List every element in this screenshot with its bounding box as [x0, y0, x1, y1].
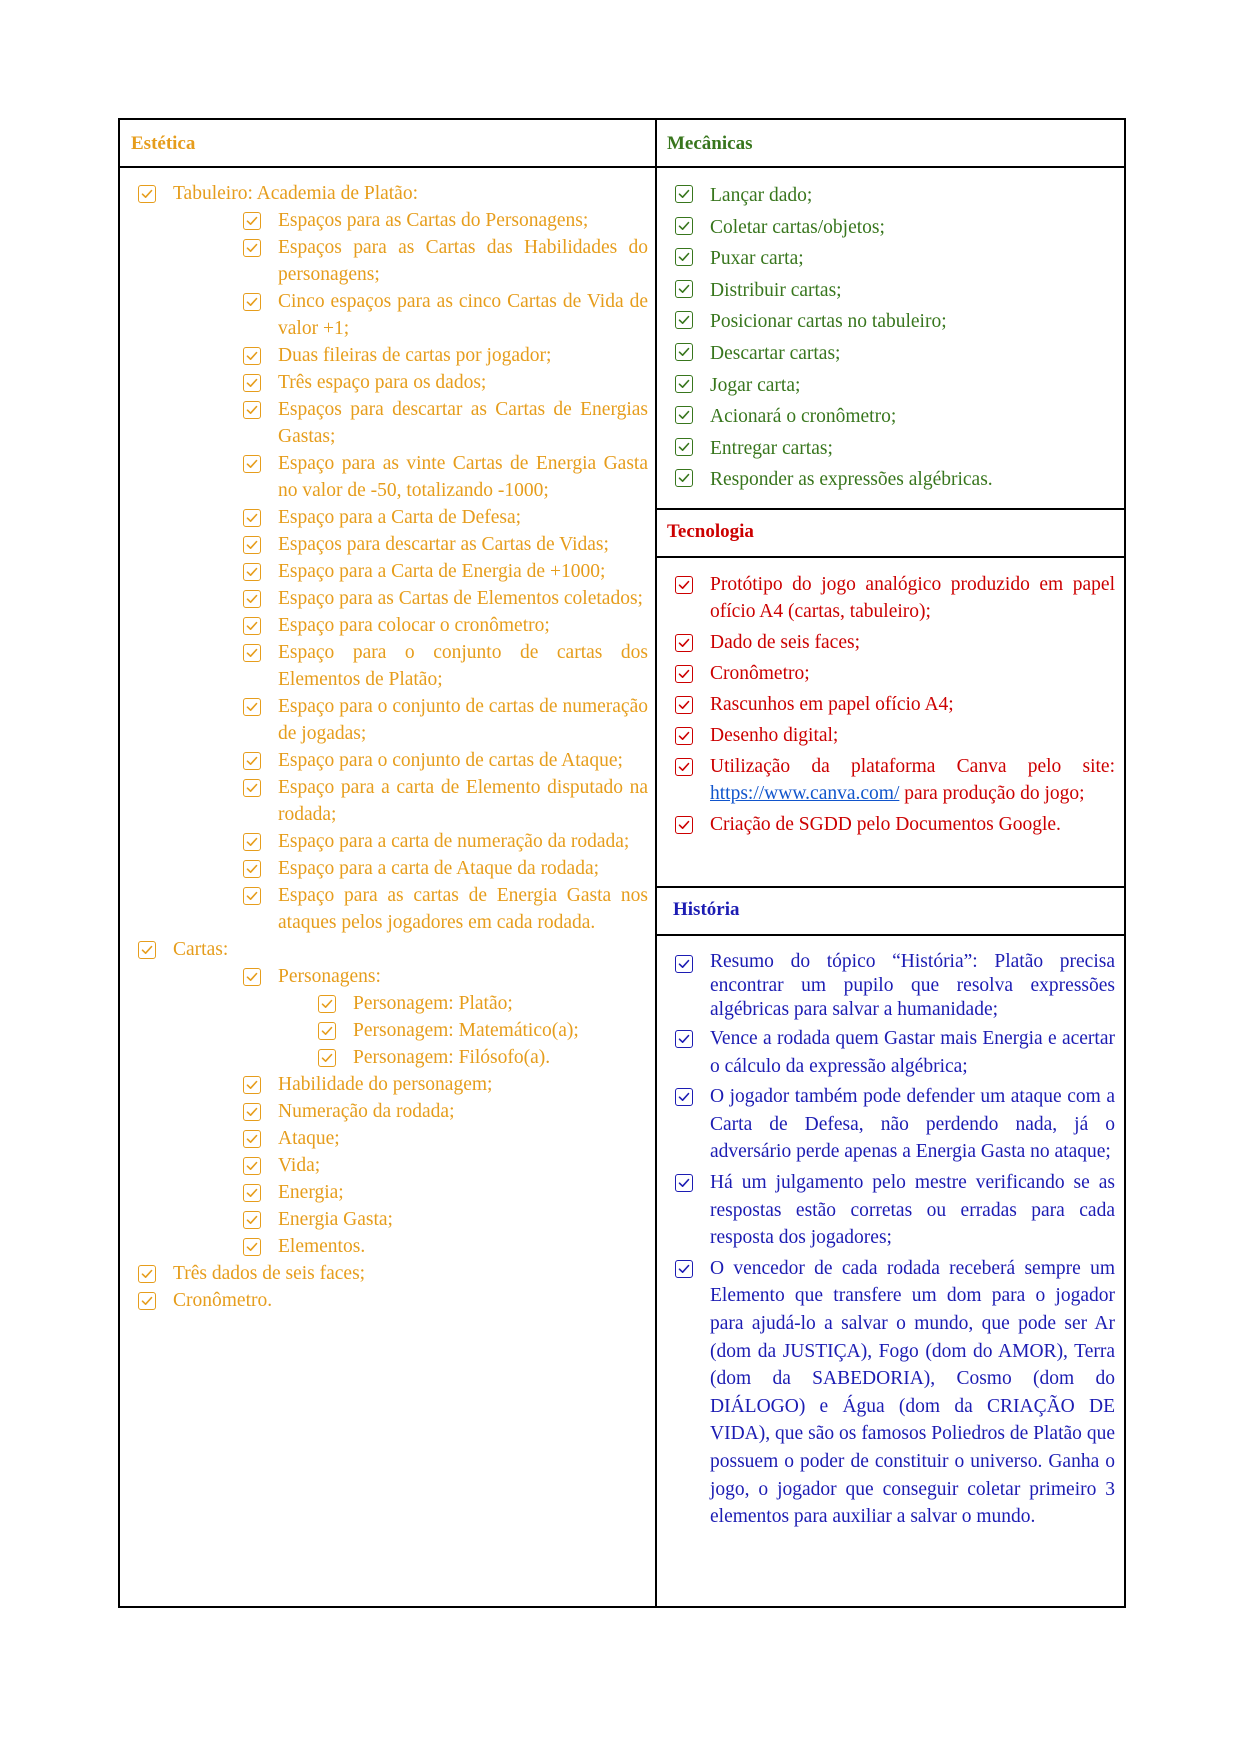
list-item [675, 433, 1115, 465]
checked-box-icon[interactable] [243, 860, 261, 878]
checked-box-icon[interactable] [675, 1260, 693, 1278]
checked-box-icon[interactable] [675, 955, 693, 973]
checked-box-icon[interactable] [138, 941, 156, 959]
checked-box-icon[interactable] [243, 1076, 261, 1094]
item-text: Energia Gasta; [278, 1209, 393, 1230]
item-text: Acionará o cronômetro; [710, 406, 897, 428]
tecnologia-list [675, 571, 1115, 838]
item-text: Criação de SGDD pelo Documentos Google. [710, 814, 1061, 835]
checked-box-icon[interactable] [243, 833, 261, 851]
list-item [675, 1025, 1115, 1080]
checked-box-icon[interactable] [318, 1022, 336, 1040]
list-item [138, 963, 648, 990]
list-item [138, 1179, 648, 1206]
checked-box-icon[interactable] [138, 1292, 156, 1310]
checked-box-icon[interactable] [675, 375, 693, 393]
item-text: Espaços para as Cartas do Personagens; [278, 210, 589, 231]
checked-box-icon[interactable] [675, 1088, 693, 1106]
list-item [138, 450, 648, 504]
checked-box-icon[interactable] [243, 1211, 261, 1229]
item-text: Personagens: [278, 966, 381, 987]
list-item [138, 612, 648, 639]
historia-list [675, 950, 1115, 1534]
item-text: Desenho digital; [710, 725, 839, 746]
item-text: Espaço para o conjunto de cartas dos Elementos de Platão; [278, 642, 648, 690]
list-item [675, 1255, 1115, 1531]
list-item [675, 370, 1115, 402]
list-item [138, 396, 648, 450]
list-item [675, 722, 1115, 749]
item-text: Responder as expressões algébricas. [710, 469, 993, 491]
checked-box-icon[interactable] [675, 576, 693, 594]
list-item [138, 531, 648, 558]
checked-box-icon[interactable] [675, 1174, 693, 1192]
item-text: Personagem: Matemático(a); [353, 1020, 579, 1041]
checked-box-icon[interactable] [243, 617, 261, 635]
item-text: Cronômetro. [173, 1290, 273, 1311]
checked-box-icon[interactable] [675, 343, 693, 361]
item-text: Habilidade do personagem; [278, 1074, 493, 1095]
item-text: Descartar cartas; [710, 342, 841, 364]
checked-box-icon[interactable] [243, 752, 261, 770]
item-text: Numeração da rodada; [278, 1101, 455, 1122]
list-item [675, 691, 1115, 718]
item-text: Jogar carta; [710, 374, 801, 396]
list-item [138, 288, 648, 342]
list-item [138, 207, 648, 234]
item-text: Duas fileiras de cartas por jogador; [278, 345, 552, 366]
list-item [675, 275, 1115, 307]
item-text: Cronômetro; [710, 663, 810, 684]
list-item [138, 1098, 648, 1125]
item-text: Espaço para a carta de numeração da rodada; [278, 831, 630, 852]
estetica-header-rule [120, 166, 656, 168]
mecanicas-header: Mecânicas [667, 133, 753, 154]
item-text: Três dados de seis faces; [173, 1263, 366, 1284]
list-item [138, 180, 648, 207]
checked-box-icon[interactable] [243, 509, 261, 527]
item-text: O jogador também pode defender um ataque com a Carta de Defesa, não perdendo nada, já o adversário perde apenas a Energia Gasta no ataque; [710, 1086, 1115, 1163]
canva-link[interactable]: https://www.canva.com/ [710, 783, 900, 804]
list-item [675, 180, 1115, 212]
list-item [138, 774, 648, 828]
item-text: Três espaço para os dados; [278, 372, 487, 393]
item-text: Espaço para as Cartas de Elementos coletados; [278, 588, 643, 609]
list-item [138, 558, 648, 585]
list-item [675, 660, 1115, 687]
tecnologia-header-rule [656, 556, 1126, 558]
checked-box-icon[interactable] [243, 1130, 261, 1148]
list-item [138, 639, 648, 693]
checked-box-icon[interactable] [243, 644, 261, 662]
checked-box-icon[interactable] [675, 696, 693, 714]
list-item [138, 882, 648, 936]
checked-box-icon[interactable] [243, 563, 261, 581]
list-item [138, 369, 648, 396]
checked-box-icon[interactable] [243, 887, 261, 905]
checked-box-icon[interactable] [675, 185, 693, 203]
list-item [138, 747, 648, 774]
checked-box-icon[interactable] [675, 311, 693, 329]
list-item [675, 753, 1115, 807]
item-text: Espaço para o conjunto de cartas de numeração de jogadas; [278, 696, 648, 744]
checked-box-icon[interactable] [243, 401, 261, 419]
checked-box-icon[interactable] [675, 406, 693, 424]
list-item [138, 504, 648, 531]
checked-box-icon[interactable] [243, 1184, 261, 1202]
item-text [710, 753, 1115, 807]
checked-box-icon[interactable] [675, 634, 693, 652]
checked-box-icon[interactable] [675, 438, 693, 456]
item-text: Puxar carta; [710, 248, 804, 270]
item-text: Dado de seis faces; [710, 632, 860, 653]
item-text: Cinco espaços para as cinco Cartas de Vida de valor +1; [278, 291, 648, 339]
list-item [138, 1206, 648, 1233]
checked-box-icon[interactable] [243, 239, 261, 257]
list-item [675, 464, 1115, 496]
list-item [138, 1125, 648, 1152]
list-item [138, 585, 648, 612]
item-text: Cartas: [173, 939, 229, 960]
historia-header-rule [656, 934, 1126, 936]
list-item [675, 401, 1115, 433]
mecanicas-list [675, 180, 1115, 496]
item-text: Ataque; [278, 1128, 340, 1149]
list-item [675, 1083, 1115, 1166]
item-text: Espaço para colocar o cronômetro; [278, 615, 550, 636]
checked-box-icon[interactable] [675, 280, 693, 298]
mecanicas-header-rule [656, 166, 1126, 168]
list-item [138, 693, 648, 747]
list-item [138, 342, 648, 369]
item-text: Tabuleiro: Academia de Platão: [173, 183, 419, 204]
checked-box-icon[interactable] [675, 758, 693, 776]
item-text: Há um julgamento pelo mestre verificando se as respostas estão corretas ou erradas para cada resposta dos jogadores; [710, 1171, 1115, 1249]
game-design-table [118, 118, 1126, 1608]
item-text: Personagem: Platão; [353, 993, 513, 1014]
checked-box-icon[interactable] [675, 217, 693, 235]
checked-box-icon[interactable] [243, 968, 261, 986]
list-item [675, 243, 1115, 275]
list-item [675, 811, 1115, 838]
mecanicas-bottom-rule [656, 508, 1126, 510]
checked-box-icon[interactable] [243, 590, 261, 608]
checked-box-icon[interactable] [243, 1157, 261, 1175]
item-text: Espaço para a Carta de Energia de +1000; [278, 561, 606, 582]
list-item [675, 571, 1115, 625]
list-item [138, 1260, 648, 1287]
list-item [138, 936, 648, 963]
estetica-header: Estética [131, 133, 196, 154]
item-text: Entregar cartas; [710, 437, 833, 459]
list-item [138, 1017, 648, 1044]
checked-box-icon[interactable] [675, 1030, 693, 1048]
checked-box-icon[interactable] [138, 1265, 156, 1283]
checked-box-icon[interactable] [318, 995, 336, 1013]
tecnologia-bottom-rule [656, 886, 1126, 888]
checked-box-icon[interactable] [243, 293, 261, 311]
checked-box-icon[interactable] [243, 347, 261, 365]
checked-box-icon[interactable] [675, 816, 693, 834]
list-item [675, 212, 1115, 244]
column-divider [655, 120, 657, 1606]
historia-header: História [673, 899, 740, 920]
list-item [675, 950, 1115, 1022]
item-text: Distribuir cartas; [710, 279, 842, 301]
list-item [138, 1233, 648, 1260]
list-item [138, 1071, 648, 1098]
checked-box-icon[interactable] [243, 212, 261, 230]
checked-box-icon[interactable] [675, 727, 693, 745]
item-text: Lançar dado; [710, 185, 813, 206]
canva-prefix-text: Utilização da plataforma Canva pelo site: [710, 756, 1115, 777]
item-text: Personagem: Filósofo(a). [353, 1047, 551, 1068]
item-text: Coletar cartas/objetos; [710, 216, 885, 238]
item-text: Vence a rodada quem Gastar mais Energia e acertar o cálculo da expressão algébrica; [710, 1028, 1115, 1077]
item-text: Vida; [278, 1155, 321, 1176]
checked-box-icon[interactable] [675, 665, 693, 683]
item-text: Protótipo do jogo analógico produzido em papel ofício A4 (cartas, tabuleiro); [710, 574, 1115, 622]
list-item [675, 1169, 1115, 1252]
list-item [138, 1287, 648, 1314]
item-text: Espaço para a Carta de Defesa; [278, 507, 522, 528]
checked-box-icon[interactable] [675, 469, 693, 487]
checked-box-icon[interactable] [243, 779, 261, 797]
item-text: Espaços para descartar as Cartas de Vidas; [278, 534, 609, 555]
estetica-list [138, 180, 648, 1314]
list-item [675, 306, 1115, 338]
item-text: Posicionar cartas no tabuleiro; [710, 311, 947, 333]
item-text: Espaço para as vinte Cartas de Energia Gasta no valor de -50, totalizando -1000; [278, 453, 648, 501]
item-text: Espaço para a carta de Elemento disputado na rodada; [278, 777, 648, 825]
item-text: Espaços para descartar as Cartas de Energias Gastas; [278, 399, 648, 447]
item-text: Energia; [278, 1182, 344, 1203]
list-item [138, 828, 648, 855]
item-text: Rascunhos em papel ofício A4; [710, 694, 954, 715]
checked-box-icon[interactable] [138, 185, 156, 203]
item-text: Espaço para a carta de Ataque da rodada; [278, 858, 600, 879]
checked-box-icon[interactable] [243, 455, 261, 473]
item-text: Espaço para o conjunto de cartas de Ataque; [278, 750, 623, 771]
list-item [138, 1044, 648, 1071]
checked-box-icon[interactable] [243, 1103, 261, 1121]
list-item [138, 990, 648, 1017]
checked-box-icon[interactable] [675, 248, 693, 266]
tecnologia-header: Tecnologia [667, 521, 754, 542]
list-item [138, 234, 648, 288]
item-text: Elementos. [278, 1236, 366, 1257]
canva-suffix-text: para produção do jogo; [899, 783, 1085, 804]
list-item [138, 855, 648, 882]
item-text: Resumo do tópico “História”: Platão precisa encontrar um pupilo que resolva expressões algébricas para salvar a humanidade; [710, 951, 1115, 1020]
item-text: Espaços para as Cartas das Habilidades do personagens; [278, 237, 648, 285]
checked-box-icon[interactable] [243, 536, 261, 554]
checked-box-icon[interactable] [318, 1049, 336, 1067]
checked-box-icon[interactable] [243, 1238, 261, 1256]
list-item [138, 1152, 648, 1179]
list-item [675, 338, 1115, 370]
list-item [675, 629, 1115, 656]
item-text: Espaço para as cartas de Energia Gasta nos ataques pelos jogadores em cada rodada. [278, 885, 648, 933]
checked-box-icon[interactable] [243, 374, 261, 392]
item-text: O vencedor de cada rodada receberá sempre um Elemento que transfere um dom para o jogador para ajudá-lo a salvar o mundo, que pode ser Ar (dom da JUSTIÇA), Fogo (dom do AMOR), Terra (dom da SABEDORIA), Cosmo (dom do DIÁLOGO) e Água (dom da CRIAÇÃO DE VIDA), que são os famosos Poliedros de Platão que possuem o poder de constituir o universo. Ganha o jogo, o jogador que conseguir coletar primeiro 3 elementos para auxiliar a salvar o mundo. [710, 1257, 1115, 1528]
checked-box-icon[interactable] [243, 698, 261, 716]
